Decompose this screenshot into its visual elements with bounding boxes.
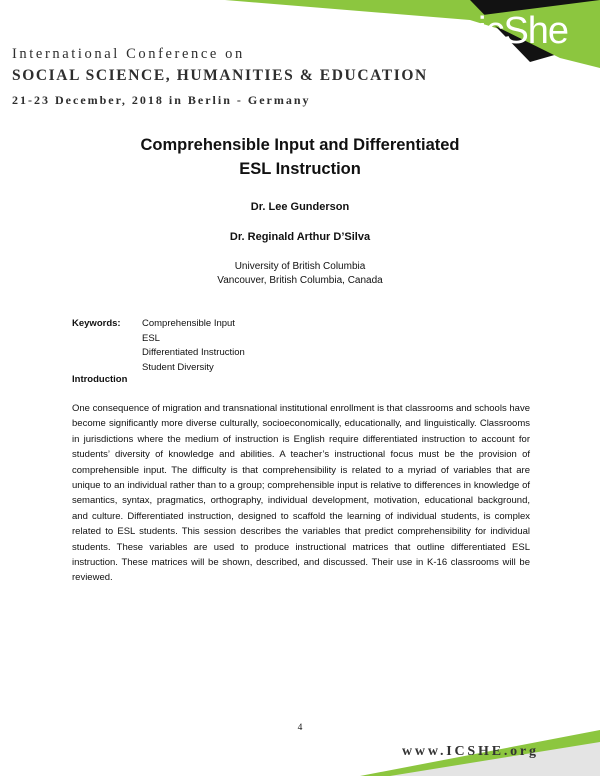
conference-date-location: 21-23 December, 2018 in Berlin - Germany xyxy=(12,93,311,107)
keyword-item: Differentiated Instruction xyxy=(142,347,245,358)
conference-name-line2: SOCIAL SCIENCE, HUMANITIES & EDUCATION xyxy=(12,67,428,84)
page-number: 4 xyxy=(297,723,303,733)
keyword-item: ESL xyxy=(142,332,160,344)
website-url[interactable]: www.ICSHE.org xyxy=(402,744,539,759)
keywords-label: Keywords: xyxy=(72,318,121,329)
paper-title-line2: ESL Instruction xyxy=(239,160,361,178)
author-2: Dr. Reginald Arthur D’Silva xyxy=(229,231,371,243)
conference-name-line1: International Conference on xyxy=(12,46,245,62)
paper-title-line1: Comprehensible Input and Differentiated xyxy=(140,136,460,154)
keywords-list xyxy=(142,317,245,375)
affiliation-line1: University of British Columbia xyxy=(234,261,366,272)
footer-decoration xyxy=(0,690,600,776)
icshe-logo: icShe xyxy=(478,10,569,52)
author-1: Dr. Lee Gunderson xyxy=(250,201,350,213)
introduction-paragraph: One consequence of migration and transnational institutional enrollment is that classrooms and schools have become significantly more diverse culturally, socioeconomically, educationally, and linguistically. Classrooms in jurisdictions where the medium of instruction is English require differentiated instruction to account for students’ diversity of knowledge and abilities. A teacher’s instructional focus must be the provision of comprehensible input. The difficulty is that comprehensibility is related to a myriad of variables that are unique to an individual rather than to a group; comprehensible input is relative to differences in knowledge of semantics, syntax, pragmatics, orthography, individual development, motivation, educational background, and culture. Differentiated instruction, designed to scaffold the learning of individual students, is complex related to ESL students. This session describes the variables that predict comprehensibility for individual students. These variables are used to produce instructional matrices that outline differentiated ESL instruction. These matrices will be shown, described, and discussed. Their use in K-16 classrooms will be reviewed. xyxy=(72,403,530,584)
section-heading-introduction: Introduction xyxy=(72,374,128,385)
affiliation-line2: Vancouver, British Columbia, Canada xyxy=(217,275,383,286)
keyword-item: Comprehensible Input xyxy=(142,318,235,329)
keyword-item: Student Diversity xyxy=(142,361,214,373)
